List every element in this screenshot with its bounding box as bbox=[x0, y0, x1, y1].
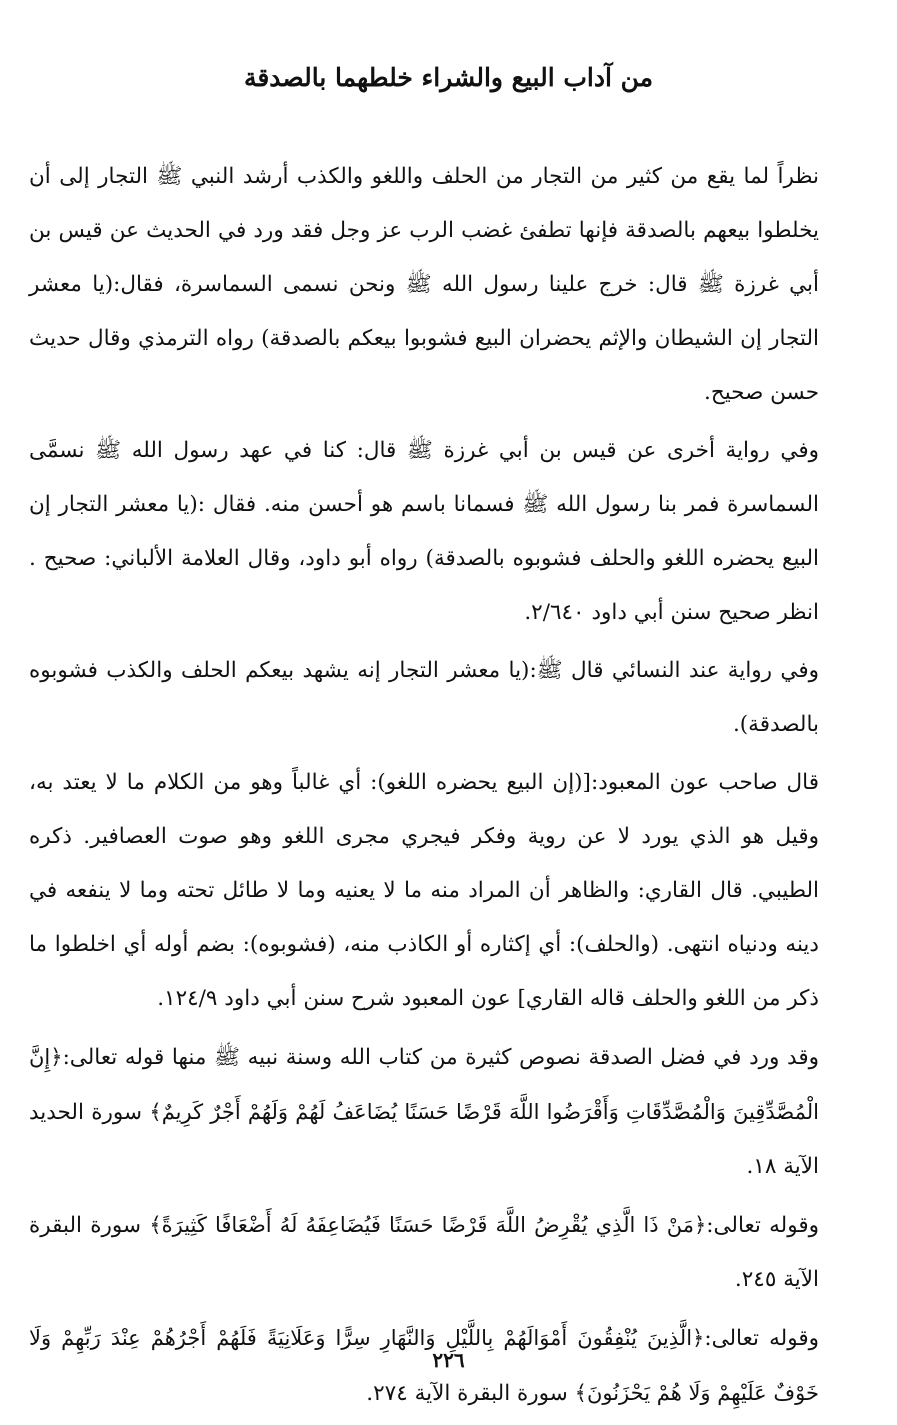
verse-intro-text: وقوله تعالى: bbox=[704, 1326, 819, 1351]
quran-verse: ﴿الَّذِينَ يُنْفِقُونَ أَمْوَالَهُمْ بِاللَّيْلِ وَالنَّهَارِ سِرًّا وَعَلَانِيَةً فَلَهُمْ أَجْرُهُمْ عِنْدَ رَبِّهِمْ وَلَا خَوْفٌ عَلَيْهِمْ وَلَا هُمْ يَحْزَنُونَ﴾ bbox=[29, 1326, 819, 1405]
paragraph-intro: نظراً لما يقع من كثير من التجار من الحلف واللغو والكذب أرشد النبي ﷺ التجار إلى أن يخلطوا بيعهم بالصدقة فإنها تطفئ غضب الرب عز وجل فقد ورد في الحديث عن قيس بن أبي غرزة ﷺ قال: خرج علينا رسول الله ﷺ ونحن نسمى السماسرة، فقال:(يا معشر التجار إن الشيطان والإثم يحضران البيع فشوبوا بيعكم بالصدقة) رواه الترمذي وقال حديث حسن صحيح. bbox=[29, 164, 819, 405]
verse-reference: سورة البقرة الآية ٢٧٤. bbox=[366, 1381, 575, 1406]
verse-intro-text: وقوله تعالى: bbox=[706, 1213, 819, 1238]
quran-verse: ﴿مَنْ ذَا الَّذِي يُقْرِضُ اللَّهَ قَرْضًا حَسَنًا فَيُضَاعِفَهُ لَهُ أَضْعَافًا كَثِيرَةً﴾ bbox=[149, 1213, 707, 1237]
verse-reference: سورة البقرة الآية ٢٤٥. bbox=[29, 1213, 819, 1292]
page-body bbox=[29, 150, 819, 1425]
quran-verse: ﴿إِنَّ الْمُصَّدِّقِينَ وَالْمُصَّدِّقَاتِ وَأَقْرَضُوا اللَّهَ قَرْضًا حَسَنًا يُضَاعَفُ لَهُمْ وَلَهُمْ أَجْرٌ كَرِيمٌ﴾ bbox=[29, 1045, 819, 1124]
paragraph-awn-al-mabud: قال صاحب عون المعبود:[(إن البيع يحضره اللغو): أي غالباً وهو من الكلام ما لا يعتد به، وقيل هو الذي يورد لا عن روية وفكر فيجري مجرى اللغو وهو صوت العصافير. ذكره الطيبي. قال القاري: والظاهر أن المراد منه ما لا يعنيه وما لا طائل تحته وما لا ينفعه في دينه ودنياه انتهى. (والحلف): أي إكثاره أو الكاذب منه، (فشوبوه): بضم أوله أي اخلطوا ما ذكر من اللغو والحلف قاله القاري] عون المعبود شرح سنن أبي داود ١٢٤/٩. bbox=[29, 770, 819, 1011]
paragraph-verse-baqarah-245 bbox=[29, 1198, 819, 1307]
verse-reference: سورة الحديد الآية ١٨. bbox=[29, 1100, 819, 1179]
page-number: ٢٢٦ bbox=[432, 1348, 465, 1372]
page-title: من آداب البيع والشراء خلطهما بالصدقة bbox=[243, 63, 654, 92]
verse-intro-text: وقد ورد في فضل الصدقة نصوص كثيرة من كتاب الله وسنة نبيه ﷺ منها قوله تعالى: bbox=[62, 1045, 819, 1070]
paragraph-nasai: وفي رواية عند النسائي قال ﷺ:(يا معشر التجار إنه يشهد بيعكم الحلف والكذب فشوبوه بالصدقة). bbox=[29, 658, 819, 737]
paragraph-abu-dawud: وفي رواية أخرى عن قيس بن أبي غرزة ﷺ قال: كنا في عهد رسول الله ﷺ نسمَّى السماسرة فمر بنا رسول الله ﷺ فسمانا باسم هو أحسن منه. فقال :(يا معشر التجار إن البيع يحضره اللغو والحلف فشوبوه بالصدقة) رواه أبو داود، وقال العلامة الألباني: صحيح . انظر صحيح سنن أبي داود ٢/٦٤٠. bbox=[29, 438, 819, 625]
paragraph-verse-hadid bbox=[29, 1030, 819, 1194]
